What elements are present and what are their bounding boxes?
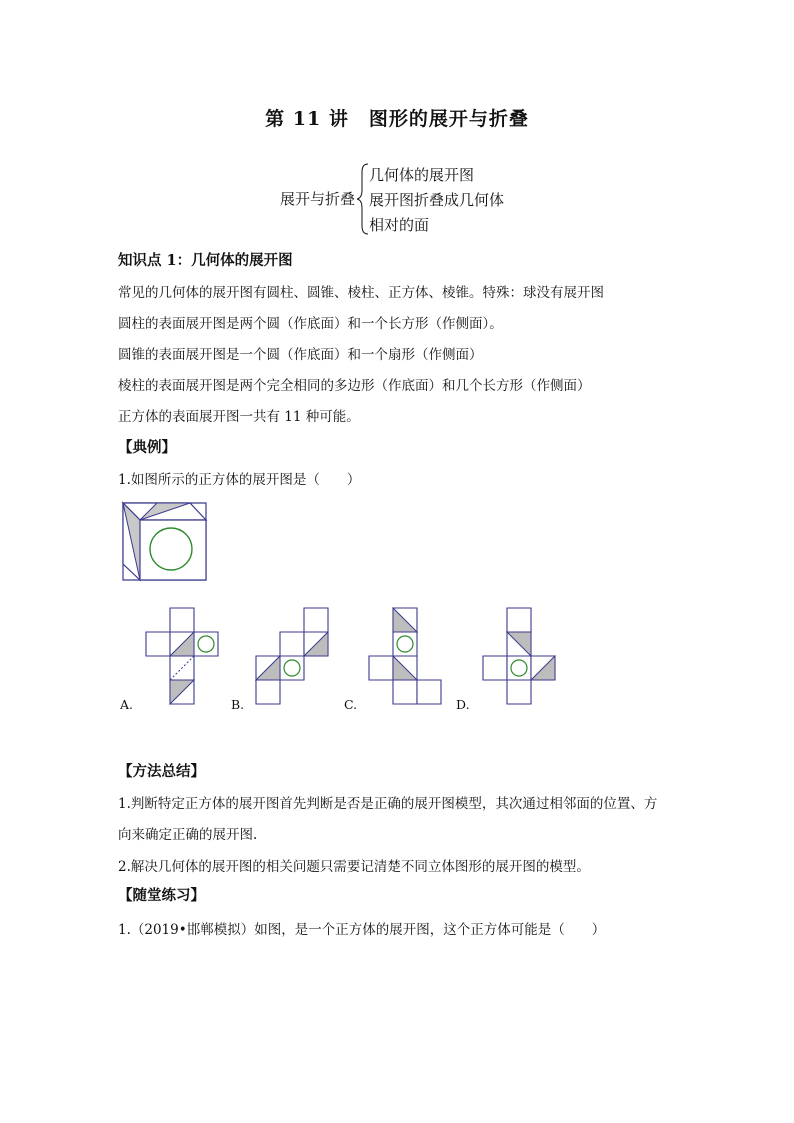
page-title: 第 11 讲 图形的展开与折叠: [265, 108, 529, 130]
option-b-label[interactable]: B.: [231, 697, 245, 712]
net-option-a: [145, 607, 220, 707]
section1-heading: 知识点 1：几何体的展开图: [118, 252, 293, 269]
section1-line-5: 正方体的表面展开图一共有 11 种可能。: [118, 409, 360, 425]
section1-line-3: 圆锥的表面展开图是一个圆（作底面）和一个扇形（作侧面）: [118, 347, 483, 363]
example-question: 1.如图所示的正方体的展开图是（ ）: [118, 472, 361, 488]
outline-item-3: 相对的面: [369, 216, 430, 234]
option-a-label[interactable]: A.: [120, 697, 134, 712]
method-line-1: 1.判断特定正方体的展开图首先判断是否是正确的展开图模型，其次通过相邻面的位置、方: [118, 796, 658, 812]
method-line-2: 向来确定正确的展开图.: [118, 827, 258, 843]
section1-line-1: 常见的几何体的展开图有圆柱、圆锥、棱柱、正方体、棱锥。特殊：球没有展开图: [118, 285, 604, 301]
practice-question: 1.（2019•邯郸模拟）如图，是一个正方体的展开图，这个正方体可能是（ ）: [118, 922, 606, 938]
method-line-3: 2.解决几何体的展开图的相关问题只需要记清楚不同立体图形的展开图的模型。: [118, 859, 590, 875]
cube-figure: [118, 498, 212, 584]
outline-item-2: 展开图折叠成几何体: [369, 191, 505, 209]
net-option-b: [255, 607, 330, 707]
net-option-c: [368, 607, 443, 707]
example-heading: 【典例】: [118, 439, 176, 456]
outline-brace: [356, 162, 370, 236]
method-heading: 【方法总结】: [118, 763, 205, 780]
outline-item-1: 几何体的展开图: [369, 166, 475, 184]
net-option-d: [482, 607, 557, 707]
section1-line-4: 棱柱的表面展开图是两个完全相同的多边形（作底面）和几个长方形（作侧面）: [118, 378, 591, 394]
section1-line-2: 圆柱的表面展开图是两个圆（作底面）和一个长方形（作侧面）。: [118, 316, 503, 332]
option-d-label[interactable]: D.: [456, 697, 470, 712]
outline-label: 展开与折叠: [280, 190, 356, 208]
practice-heading: 【随堂练习】: [118, 887, 205, 904]
option-c-label[interactable]: C.: [344, 697, 358, 712]
